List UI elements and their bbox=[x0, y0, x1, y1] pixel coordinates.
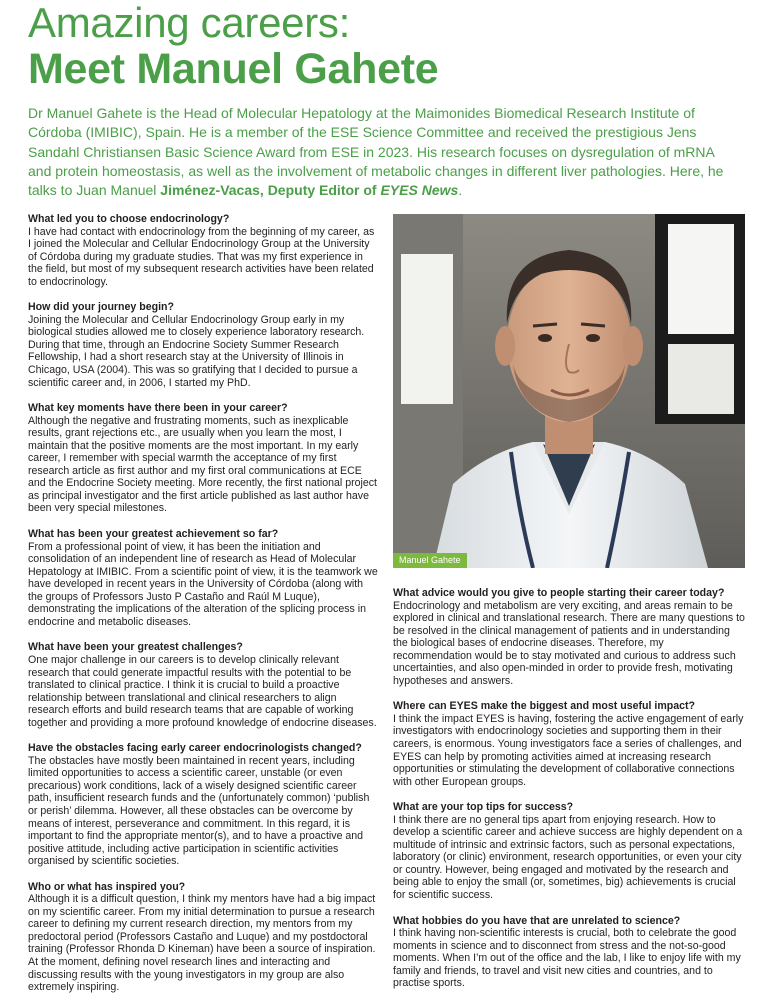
qa-block bbox=[28, 213, 380, 288]
question: Where can EYES make the biggest and most useful impact? bbox=[393, 700, 695, 713]
qa-block bbox=[393, 801, 745, 901]
qa-block bbox=[393, 915, 745, 990]
ear-right bbox=[623, 326, 643, 366]
question: What hobbies do you have that are unrelated to science? bbox=[393, 914, 681, 927]
photo-caption: Manuel Gahete bbox=[393, 553, 467, 568]
answer: I think the impact EYES is having, fostering the active engagement of early investigators with endocrinology societies and supporting them in their careers, is enormous. Young investigators face a series of challenges, and EYES can help by promoting activities aimed at increasing research opportunities or stimulating the development of collaborative connections with other European groups. bbox=[393, 712, 744, 788]
qa-block bbox=[393, 700, 745, 788]
article-title bbox=[28, 0, 438, 92]
answer: I have had contact with endocrinology from the beginning of my career, as I joined the Molecular and Cellular Endocrinology Group at the University of Córdoba during my graduate studies. That was my first experience in the field, but most of my subsequent research activities have been related to endocrinology. bbox=[28, 225, 375, 288]
qa-block bbox=[28, 742, 380, 867]
qa-block bbox=[28, 528, 380, 628]
qa-block bbox=[28, 402, 380, 515]
qa-block bbox=[28, 641, 380, 729]
answer: I think having non-scientific interests is crucial, both to celebrate the good moments in science and to disconnect from stress and the not-so-good moments. When I’m out of the office and the lab, I like to enjoy life with my family and friends, to travel and visit new cities and countries, and to practise sports. bbox=[393, 927, 741, 990]
question: What advice would you give to people starting their career today? bbox=[393, 587, 725, 599]
intro-editor: Jiménez-Vacas, Deputy Editor of bbox=[160, 182, 381, 199]
title-line-2: Meet Manuel Gahete bbox=[28, 45, 439, 93]
qa-block bbox=[393, 587, 745, 687]
answer: Joining the Molecular and Cellular Endocrinology Group early in my biological studies allowed me to closely experience laboratory research. During that time, through an Endocrine Society Summer Research Fellowship, I had a short research stay at the University of Illinois in Chicago, USA (2004). This was so gratifying that I decided to pursue a scientific career and, in 2006, I started my PhD. bbox=[28, 313, 365, 389]
title-line-1: Amazing careers: bbox=[28, 0, 350, 46]
question: What are your top tips for success? bbox=[393, 801, 574, 814]
answer: Endocrinology and metabolism are very exciting, and areas remain to be explored in clinical and translational research. There are many questions to be resolved in the clinical management of patients and in understanding the biological bases of endocrine diseases. Therefore, my recommendation would be to stay motivated and curious to address such uncertainties, and also open-minded in order to provide fresh, motivating hypotheses and answers. bbox=[393, 599, 745, 687]
qa-block bbox=[28, 301, 380, 389]
question: What has been your greatest achievement so far? bbox=[28, 528, 279, 541]
window-left bbox=[401, 254, 453, 404]
portrait-illustration bbox=[393, 214, 745, 568]
left-column bbox=[28, 213, 380, 1007]
answer: One major challenge in our careers is to develop clinically relevant research that could generate impactful results with the potential to be translated to clinical practice. I think it is crucial to build a proactive relationship between translational and clinical researchers to align research efforts and build research teams that are capable of working together and providing a more profound knowledge of endocrine diseases. bbox=[28, 653, 377, 729]
intro-paragraph bbox=[28, 104, 740, 200]
question: What have been your greatest challenges? bbox=[28, 641, 243, 654]
eye-left bbox=[538, 334, 552, 342]
question: How did your journey begin? bbox=[28, 301, 174, 314]
intro-end: . bbox=[458, 182, 463, 199]
question: What led you to choose endocrinology? bbox=[28, 213, 230, 225]
right-column bbox=[393, 587, 745, 1003]
question: Have the obstacles facing early career endocrinologists changed? bbox=[28, 742, 362, 755]
question: Who or what has inspired you? bbox=[28, 880, 186, 893]
answer: I think there are no general tips apart from enjoying research. How to develop a scientific career and achieve success are highly dependent on a multitude of intrinsic and extrinsic factors, such as personal expectations, laboratory (or clinic) environment, research opportunities, or even your city or country. However, being engaged and motivated by the research and being able to enjoy the small (or, sometimes, big) achievements is crucial for scientific success. bbox=[393, 813, 743, 902]
answer: Although it is a difficult question, I think my mentors have had a big impact on my scientific career. From my initial determination to pursue a research career to defining my current research direction, my mentors from my predoctoral period (Professors Castaño and Luque) and my postdoctoral training (Professor Rhonda D Kineman) have been a source of inspiration. At the moment, defining novel research lines and interacting and discussing results with the young investigators in my group are also extremely inspiring. bbox=[28, 893, 376, 994]
window-right bbox=[668, 224, 734, 334]
qa-block bbox=[28, 881, 380, 994]
eye-right bbox=[586, 334, 600, 342]
answer: Although the negative and frustrating moments, such as inexplicable results, grant rejections etc., are usually when you learn the most, I maintain that the positive moments are the most important. In my early career, I remember with special warmth the acceptance of my first research article as first author and my first oral communications at ECE and the Endocrine Society meeting. More recently, the first national project as principal investigator and the first article published as last author have been very special milestones. bbox=[28, 414, 377, 515]
portrait-photo bbox=[393, 214, 745, 568]
ear-left bbox=[495, 326, 515, 366]
question: What key moments have there been in your career? bbox=[28, 402, 288, 415]
answer: The obstacles have mostly been maintained in recent years, including limited opportunities to access a scientific career, unstable (or even precarious) work conditions, lack of a wisely designed scientific career path, insufficient research funds and the (unfortunately common) ‘publish or perish’ dilemma. However, all these obstacles can be overcome by means of interest, perseverance and commitment. In this regard, it is important to find the appropriate mentor(s), and to have a proactive and positive attitude, including active participation in scientific activities organised by scientific societies. bbox=[28, 754, 370, 868]
answer: From a professional point of view, it has been the initiation and consolidation of an independent line of research as Head of Molecular Hepatology at IMIBIC. From a scientific point of view, it is the teamwork we have developed in recent years in the University of Córdoba (along with the groups of Professors Justo P Castaño and Raúl M Luque), demonstrating the implications of the alteration of the splicing process in endocrine and metabolic diseases. bbox=[28, 540, 378, 628]
intro-magazine: EYES News bbox=[380, 182, 459, 199]
intro-text: Dr Manuel Gahete is the Head of Molecular Hepatology at the Maimonides Biomedical Research Institute of Córdoba (IMIBIC), Spain. He is a member of the ESE Science Committee and received the prestigious Jens Sandahl Christiansen Basic Science Award from ESE in 2023. His research focuses on dysregulation of mRNA and protein homeostasis, as well as the involvement of metabolic changes in different liver pathologies. Here, he talks to Juan Manuel bbox=[28, 105, 724, 199]
